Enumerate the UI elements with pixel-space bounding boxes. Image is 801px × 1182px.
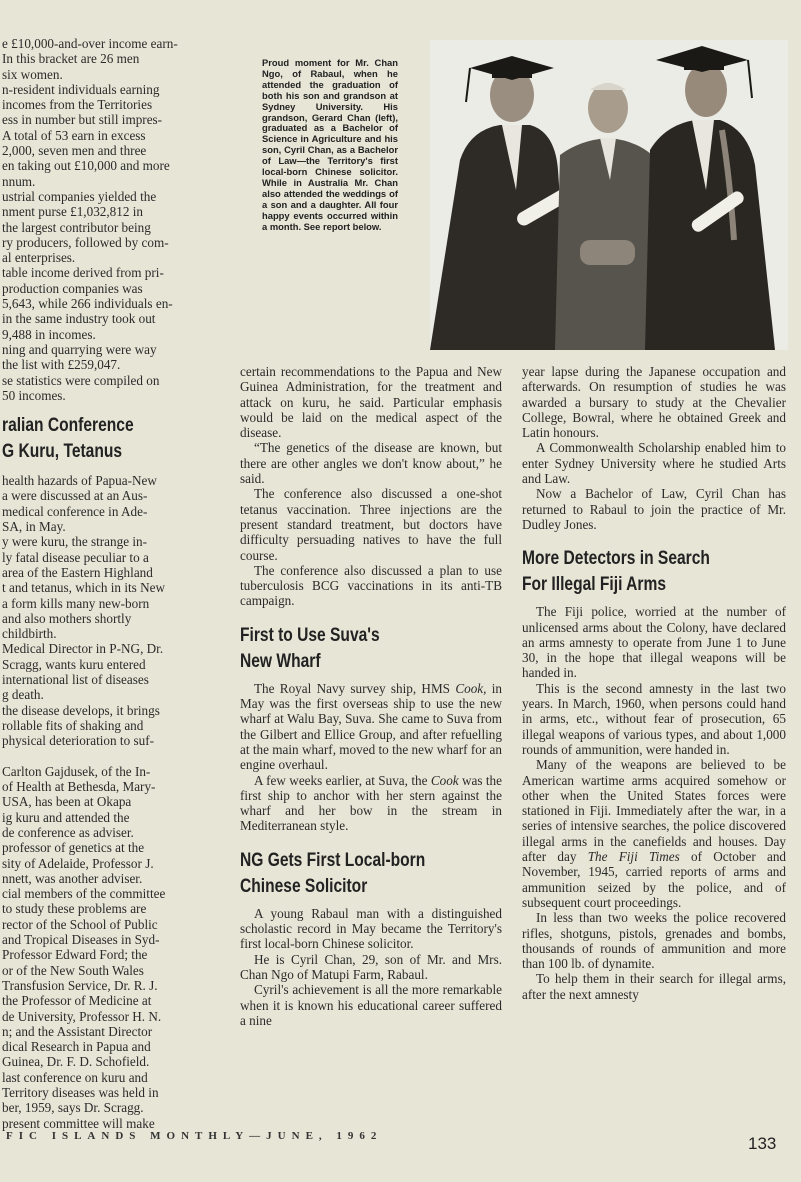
- scholarship-paragraph: A Commonwealth Scholarship enabled him to enter Sydney University where he studied Arts and Law.: [522, 440, 786, 487]
- suva-wharf-headline: First to Use Suva's New Wharf: [240, 624, 380, 672]
- column-1-line: n; and the Assistant Director: [2, 1023, 153, 1039]
- fiji-arms-paragraph-4: In less than two weeks the police recovered rifles, shotguns, pistols, grenades and bombs, thousands of rounds of ammunition and more than 100 lb. of dynamite.: [522, 910, 786, 972]
- column-1-line: childbirth.: [2, 626, 57, 642]
- column-1-line: ess in number but still impres-: [2, 112, 163, 128]
- column-1-line: Guinea, Dr. F. D. Schofield.: [2, 1054, 150, 1070]
- column-1-line: USA, has been at Okapa: [2, 794, 132, 810]
- column-1-line: nment purse £1,032,812 in: [2, 204, 144, 220]
- column-1-line: international list of diseases: [2, 671, 149, 687]
- solicitor-headline: NG Gets First Local-born Chinese Solicitor: [240, 849, 426, 897]
- column-1-line: the disease develops, it brings: [2, 702, 160, 718]
- fiji-arms-paragraph-5: To help them in their search for illegal arms, after the next amnesty: [522, 971, 786, 1002]
- column-1-line: production companies was: [2, 280, 143, 296]
- column-1-line: area of the Eastern Highland: [2, 564, 153, 580]
- solicitor-paragraph-2: He is Cyril Chan, 29, son of Mr. and Mrs. Chan Ngo of Matupi Farm, Rabaul.: [240, 951, 502, 982]
- column-1-line: health hazards of Papua-New: [2, 473, 157, 489]
- column-1-line: de University, Professor H. N.: [2, 1008, 162, 1024]
- column-1-line: the list with £259,047.: [2, 357, 121, 373]
- graduation-photo-image: [430, 40, 788, 350]
- column-1-line: the Professor of Medicine at: [2, 993, 152, 1009]
- column-1-line: t and tetanus, which in its New: [2, 580, 165, 596]
- column-1-line: sity of Adelaide, Professor J.: [2, 855, 154, 871]
- column-1-line: ry producers, followed by com-: [2, 234, 169, 250]
- column-1-line: cial members of the committee: [2, 886, 166, 902]
- column-1-line: dical Research in Papua and: [2, 1039, 151, 1055]
- fiji-arms-paragraph-1: The Fiji police, worried at the number of unlicensed arms about the Colony, have declared an arms amnesty to operate from June 1 to June 30, in the hope that illegal weapons will be handed in.: [522, 604, 786, 681]
- column-1-line: 50 incomes.: [2, 387, 66, 403]
- kuru-article-continued: certain recommendations to the Papua and New Guinea Administration, for the treatment and attack on kuru, he said. Particular emphasis would be laid on the medical aspect of the disease.: [240, 364, 502, 441]
- column-1-line: in the same industry took out: [2, 311, 156, 327]
- fiji-arms-paragraph-2: This is the second amnesty in the last two years. In March, 1960, when persons could hand in arms, etc., without fear of prosecution, 65 illegal weapons of various types, and about 1,000 rounds of ammunition, were handed in.: [522, 680, 786, 757]
- column-1-line: Transfusion Service, Dr. R. J.: [2, 977, 158, 993]
- column-1-line: nnum.: [2, 173, 36, 189]
- kuru-conference-headline: ralian Conference G Kuru, Tetanus: [2, 415, 134, 463]
- column-1-line: rector of the School of Public: [2, 916, 158, 932]
- column-1-line: or of the New South Wales: [2, 962, 144, 978]
- column-1-line: g death.: [2, 687, 44, 703]
- income-article-lines: [2, 36, 224, 403]
- fiji-arms-headline: More Detectors in Search For Illegal Fiji Arms: [522, 548, 710, 596]
- column-1-line: Carlton Gajdusek, of the In-: [2, 763, 151, 779]
- column-1-line: Scragg, wants kuru entered: [2, 656, 146, 672]
- bcg-paragraph: The conference also discussed a plan to use tuberculosis BCG vaccinations in its anti-TB campaign.: [240, 562, 502, 609]
- solicitor-continued: year lapse during the Japanese occupation and afterwards. On resumption of studies he was awarded a bursary to study at the Chevalier College, Bowral, where he obtained Greek and Latin honours.: [522, 364, 786, 441]
- column-1-line: ber, 1959, says Dr. Scragg.: [2, 1100, 144, 1116]
- column-1-line: n-resident individuals earning: [2, 81, 160, 97]
- column-2: [240, 364, 502, 1028]
- column-1-line: rollable fits of shaking and: [2, 717, 144, 733]
- column-1-line: ig kuru and attended the: [2, 809, 130, 825]
- solicitor-paragraph-3: Cyril's achievement is all the more remarkable when it is known his educational career suffered a nine: [240, 982, 502, 1028]
- column-1-line: e £10,000-and-over income earn-: [2, 36, 178, 51]
- suva-wharf-paragraph-2: A few weeks earlier, at Suva, the Cook was the first ship to anchor with her stern against the wharf and her bow in the stream in Mediterranean style.: [240, 772, 503, 834]
- column-1-line: en taking out £10,000 and more: [2, 158, 170, 174]
- column-1-line: medical conference in Ade-: [2, 503, 148, 519]
- column-1-line: se statistics were compiled on: [2, 372, 160, 388]
- column-1-line: A total of 53 earn in excess: [2, 127, 146, 143]
- fiji-arms-paragraph-3: Many of the weapons are believed to be American wartime arms acquired somehow or other when the United States forces were stationed in Fiji. Immediately after the war, in a series of intensive searches, the police discovered illegal arms in the canefields and houses. Day after day The Fiji Times of October and November, 1945, carried reports of arms and ammunition seized by the police, and of subsequent court proceedings.: [522, 757, 787, 910]
- solicitor-paragraph-1: A young Rabaul man with a distinguished scholastic record in May became the Territory's first local-born Chinese solicitor.: [240, 905, 502, 952]
- column-1-line: Professor Edward Ford; the: [2, 947, 148, 963]
- column-1-line: In this bracket are 26 men: [2, 51, 140, 67]
- column-1-line: table income derived from pri-: [2, 265, 164, 281]
- tetanus-paragraph: The conference also discussed a one-shot tetanus vaccination. Three injections are the present standard treatment, but doctors have difficulty persuading natives to have the full course.: [240, 486, 502, 563]
- column-1-line: professor of genetics at the: [2, 840, 145, 856]
- kuru-article-lines: [2, 473, 224, 1131]
- column-1-line: a were discussed at an Aus-: [2, 488, 148, 504]
- column-1-line: of Health at Bethesda, Mary-: [2, 779, 156, 795]
- suva-wharf-paragraph-1: The Royal Navy survey ship, HMS Cook, in May was the first overseas ship to use the new wharf at Walu Bay, Suva. She came to Suva from the Gilbert and Ellice Group, and after refuelling at the main wharf, moved to the new wharf for an engine overhaul.: [240, 680, 502, 773]
- column-1-line: six women.: [2, 66, 63, 82]
- column-1-line: 9,488 in incomes.: [2, 326, 96, 342]
- column-1-line: ly fatal disease peculiar to a: [2, 549, 149, 565]
- column-1-line: present committee will make: [2, 1115, 155, 1131]
- column-1-line: al enterprises.: [2, 250, 76, 266]
- column-1-line: Territory diseases was held in: [2, 1085, 159, 1100]
- column-1-line: ustrial companies yielded the: [2, 188, 157, 204]
- column-1-line: a form kills many new-born: [2, 595, 150, 611]
- column-1-line: and also mothers shortly: [2, 610, 132, 626]
- column-1-line: ning and quarrying were way: [2, 341, 157, 357]
- column-1: [2, 36, 224, 1131]
- running-footer: FIC ISLANDS MONTHLY—JUNE, 1962: [6, 1130, 383, 1142]
- page-number: 133: [748, 1134, 777, 1153]
- photo-caption: Proud moment for Mr. Chan Ngo, of Rabaul, when he attended the graduation of both his son and grandson at Sydney University. His grandson, Gerard Chan (left), graduated as a Bachelor of Science in Agriculture and his son, Cyril Chan, as a Bachelor of Law—the Territory's first local-born Chinese solicitor. While in Australia Mr. Chan also attended the weddings of a son and a daughter. All four happy events occurred within a month. See report below.: [262, 57, 398, 232]
- column-1-line: y were kuru, the strange in-: [2, 534, 148, 550]
- column-1-line: [2, 748, 224, 763]
- column-1-line: SA, in May.: [2, 519, 66, 535]
- column-1-line: 2,000, seven men and three: [2, 143, 147, 159]
- column-1-line: last conference on kuru and: [2, 1069, 148, 1085]
- column-1-line: Medical Director in P-NG, Dr.: [2, 641, 164, 657]
- column-1-line: physical deterioration to suf-: [2, 733, 154, 749]
- column-1-line: to study these problems are: [2, 901, 147, 917]
- column-1-line: incomes from the Territories: [2, 97, 153, 113]
- column-1-line: and Tropical Diseases in Syd-: [2, 932, 160, 948]
- column-1-line: 5,643, while 266 individuals en-: [2, 296, 173, 312]
- column-1-line: nnett, was another adviser.: [2, 870, 143, 886]
- graduation-photo: [430, 40, 788, 350]
- column-1-line: the largest contributor being: [2, 219, 151, 235]
- column-3: [522, 364, 786, 1002]
- return-paragraph: Now a Bachelor of Law, Cyril Chan has returned to Rabaul to join the practice of Mr. Dudley Jones.: [522, 486, 786, 532]
- column-1-line: de conference as adviser.: [2, 824, 134, 840]
- genetics-quote: “The genetics of the disease are known, but there are other angles we don't know about,” he said.: [240, 440, 502, 487]
